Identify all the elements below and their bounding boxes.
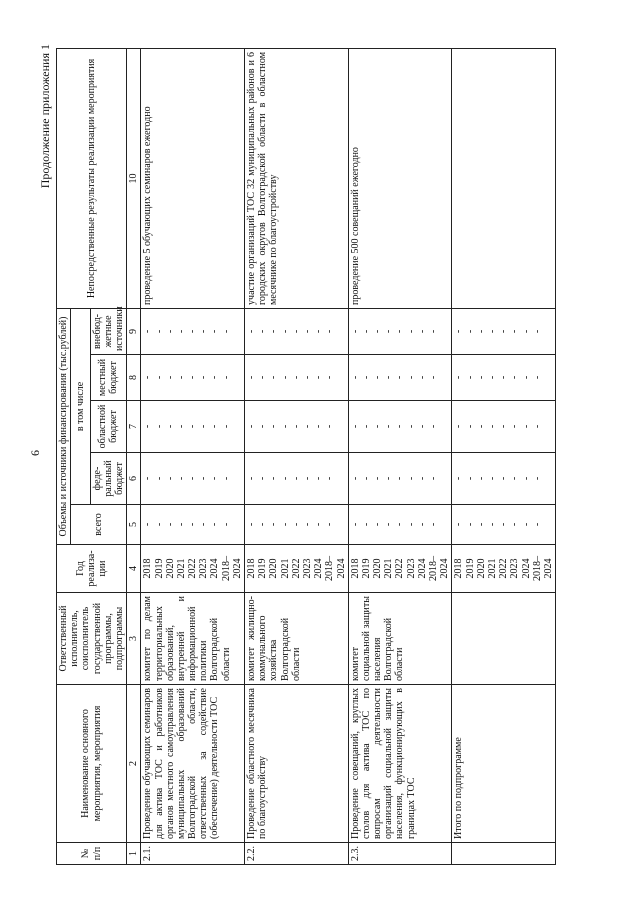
funding-value: - <box>360 476 372 481</box>
funding-value: - <box>246 375 257 380</box>
header-including: в том числе <box>71 308 90 504</box>
funding-value: - <box>220 476 232 481</box>
funding-value: - <box>153 375 165 380</box>
year-value: 2018–2024 <box>531 556 554 581</box>
col-num: 10 <box>127 48 141 308</box>
funding-value: - <box>520 375 532 380</box>
header-number: № п/п <box>57 843 127 865</box>
funding-value: - <box>349 424 361 429</box>
funding-value: - <box>324 424 336 429</box>
funding-value: - <box>486 522 498 527</box>
row-executor: комитет жилищно-коммунального хозяйства Волгоградской области <box>245 593 349 685</box>
col-num: 9 <box>127 308 141 354</box>
funding-value: - <box>175 476 187 481</box>
row-years <box>245 545 349 593</box>
year-value: 2018–2024 <box>220 556 243 581</box>
column-numbers-row <box>127 48 141 864</box>
year-value: 2020 <box>268 558 280 579</box>
funding-value: - <box>498 329 510 334</box>
row-name: Проведение областного месячника по благоустройству <box>245 685 349 843</box>
funding-value: - <box>383 476 395 481</box>
row-number: 2.1. <box>141 843 245 865</box>
funding-value: - <box>257 424 269 429</box>
funding-value: - <box>531 476 543 481</box>
year-value: 2022 <box>498 558 510 579</box>
row-years <box>141 545 245 593</box>
funding-value: - <box>187 424 199 429</box>
row-result <box>452 48 556 308</box>
funding-value: - <box>246 476 257 481</box>
year-value: 2021 <box>279 558 291 579</box>
col-num: 2 <box>127 685 141 843</box>
funding-value: - <box>301 522 313 527</box>
funding-value: - <box>453 424 465 429</box>
funding-value: - <box>486 424 498 429</box>
funding-value: - <box>475 375 487 380</box>
funding-value: - <box>394 476 406 481</box>
funding-value: - <box>209 424 221 429</box>
col-num: 4 <box>127 545 141 593</box>
funding-value: - <box>453 476 465 481</box>
header-local: местный бюджет <box>90 355 127 401</box>
year-value: 2018 <box>246 558 257 579</box>
funding-value: - <box>324 476 336 481</box>
funding-value: - <box>453 329 465 334</box>
funding-value: - <box>187 522 199 527</box>
header-results: Непосредственные результаты реализации мероприятия <box>57 48 127 308</box>
year-value: 2022 <box>290 558 302 579</box>
funding-value: - <box>349 329 361 334</box>
funding-value: - <box>198 375 210 380</box>
funding-cell <box>348 355 452 401</box>
funding-value: - <box>268 375 280 380</box>
col-num: 6 <box>127 453 141 505</box>
year-value: 2018–2024 <box>324 556 347 581</box>
funding-value: - <box>416 424 428 429</box>
funding-value: - <box>313 375 325 380</box>
funding-cell <box>348 505 452 545</box>
year-value: 2023 <box>509 558 521 579</box>
funding-cell <box>348 401 452 453</box>
header-regional: областной бюджет <box>90 401 127 453</box>
funding-cell <box>141 453 245 505</box>
continuation-label: Продолжение приложения 1 <box>38 44 52 189</box>
funding-value: - <box>301 375 313 380</box>
funding-value: - <box>257 329 269 334</box>
funding-value: - <box>531 424 543 429</box>
col-num: 8 <box>127 355 141 401</box>
header-extra: внебюд-жетные источники <box>90 308 127 354</box>
funding-value: - <box>453 375 465 380</box>
funding-value: - <box>372 329 384 334</box>
funding-cell <box>245 308 349 354</box>
funding-value: - <box>324 375 336 380</box>
funding-value: - <box>198 522 210 527</box>
funding-value: - <box>360 329 372 334</box>
funding-value: - <box>175 329 187 334</box>
col-num: 3 <box>127 593 141 685</box>
program-table <box>56 48 556 865</box>
funding-value: - <box>209 522 221 527</box>
funding-value: - <box>279 424 291 429</box>
funding-value: - <box>198 476 210 481</box>
funding-cell <box>452 401 556 453</box>
funding-value: - <box>360 522 372 527</box>
funding-value: - <box>486 329 498 334</box>
funding-value: - <box>405 375 417 380</box>
funding-value: - <box>349 375 361 380</box>
funding-value: - <box>498 424 510 429</box>
year-value: 2020 <box>475 558 487 579</box>
funding-cell <box>348 308 452 354</box>
funding-value: - <box>164 476 176 481</box>
funding-value: - <box>520 329 532 334</box>
row-name: Проведение обучающих семинаров для актива ТОС и работников органов местного самоуправления муниципальных образований Волгоградской области, ответственных за содействие (обеспечение) деятельности ТОС <box>141 685 245 843</box>
funding-value: - <box>279 522 291 527</box>
header-executor: Ответственный исполнитель, соисполнитель государственной программы, подпрограммы <box>57 593 127 685</box>
funding-cell <box>245 401 349 453</box>
year-value: 2018–2024 <box>428 556 451 581</box>
funding-value: - <box>520 522 532 527</box>
funding-value: - <box>372 375 384 380</box>
funding-value: - <box>383 375 395 380</box>
funding-cell <box>348 453 452 505</box>
col-num: 5 <box>127 505 141 545</box>
table-row <box>348 48 452 864</box>
funding-value: - <box>209 329 221 334</box>
funding-value: - <box>153 522 165 527</box>
funding-value: - <box>509 476 521 481</box>
funding-value: - <box>257 476 269 481</box>
funding-value: - <box>509 522 521 527</box>
funding-value: - <box>394 329 406 334</box>
funding-cell <box>452 308 556 354</box>
funding-value: - <box>279 375 291 380</box>
row-name: Проведение совещаний, круглых столов для актива ТОС по вопросам деятельности организаций социальной защиты населения, функционирующих в границах ТОС <box>348 685 452 843</box>
funding-value: - <box>279 329 291 334</box>
funding-value: - <box>475 329 487 334</box>
funding-value: - <box>220 329 232 334</box>
funding-value: - <box>209 375 221 380</box>
funding-value: - <box>349 522 361 527</box>
year-value: 2019 <box>153 558 165 579</box>
funding-value: - <box>416 375 428 380</box>
funding-value: - <box>164 375 176 380</box>
funding-value: - <box>198 329 210 334</box>
funding-value: - <box>290 375 302 380</box>
year-value: 2022 <box>187 558 199 579</box>
funding-value: - <box>175 522 187 527</box>
row-executor: комитет по делам территориальных образований, внутренней и информационной политики Волгоградской области <box>141 593 245 685</box>
funding-value: - <box>290 424 302 429</box>
funding-value: - <box>383 329 395 334</box>
funding-value: - <box>428 522 439 527</box>
funding-value: - <box>394 522 406 527</box>
funding-value: - <box>486 375 498 380</box>
funding-value: - <box>405 476 417 481</box>
funding-value: - <box>313 522 325 527</box>
funding-cell <box>452 505 556 545</box>
funding-value: - <box>153 329 165 334</box>
funding-value: - <box>142 375 154 380</box>
header-name: Наименование основного мероприятия, мероприятия <box>57 685 127 843</box>
funding-value: - <box>349 476 361 481</box>
row-result: участие организаций ТОС 32 муниципальных районов и 6 городских округов Волгоградской области в областном месячнике по благоустройству <box>245 48 349 308</box>
funding-value: - <box>175 375 187 380</box>
funding-value: - <box>394 424 406 429</box>
funding-cell <box>452 355 556 401</box>
year-value: 2024 <box>313 558 325 579</box>
funding-value: - <box>475 522 487 527</box>
funding-value: - <box>428 375 439 380</box>
funding-value: - <box>475 476 487 481</box>
row-result: проведение 500 совещаний ежегодно <box>348 48 452 308</box>
funding-value: - <box>464 329 476 334</box>
funding-value: - <box>383 424 395 429</box>
funding-value: - <box>372 424 384 429</box>
row-number: 2.3. <box>348 843 452 865</box>
year-value: 2018 <box>453 558 465 579</box>
funding-value: - <box>290 522 302 527</box>
funding-value: - <box>268 329 280 334</box>
funding-value: - <box>324 329 336 334</box>
funding-value: - <box>142 522 154 527</box>
row-executor <box>452 593 556 685</box>
year-value: 2019 <box>257 558 269 579</box>
col-num: 1 <box>127 843 141 865</box>
funding-value: - <box>246 424 257 429</box>
funding-value: - <box>428 329 439 334</box>
year-value: 2019 <box>464 558 476 579</box>
funding-value: - <box>220 375 232 380</box>
funding-value: - <box>498 522 510 527</box>
header-year: Год реализа-ции <box>57 545 127 593</box>
table-row <box>452 48 556 864</box>
funding-value: - <box>394 375 406 380</box>
funding-value: - <box>153 424 165 429</box>
funding-cell <box>245 505 349 545</box>
table-row <box>141 48 245 864</box>
funding-value: - <box>290 476 302 481</box>
year-value: 2023 <box>198 558 210 579</box>
year-value: 2024 <box>416 558 428 579</box>
year-value: 2024 <box>209 558 221 579</box>
funding-cell <box>245 355 349 401</box>
funding-value: - <box>198 424 210 429</box>
funding-value: - <box>372 522 384 527</box>
funding-value: - <box>187 375 199 380</box>
funding-value: - <box>509 375 521 380</box>
year-value: 2018 <box>349 558 361 579</box>
funding-value: - <box>142 424 154 429</box>
funding-value: - <box>268 522 280 527</box>
funding-value: - <box>313 329 325 334</box>
funding-value: - <box>220 522 232 527</box>
year-value: 2022 <box>394 558 406 579</box>
funding-value: - <box>360 375 372 380</box>
funding-cell <box>141 355 245 401</box>
funding-value: - <box>453 522 465 527</box>
funding-value: - <box>372 476 384 481</box>
row-executor: комитет социальной защиты населения Волгоградской области <box>348 593 452 685</box>
funding-value: - <box>405 522 417 527</box>
funding-value: - <box>301 329 313 334</box>
funding-value: - <box>475 424 487 429</box>
funding-value: - <box>383 522 395 527</box>
funding-value: - <box>405 329 417 334</box>
funding-value: - <box>279 476 291 481</box>
funding-cell <box>141 308 245 354</box>
funding-value: - <box>246 522 257 527</box>
funding-value: - <box>290 329 302 334</box>
funding-value: - <box>464 424 476 429</box>
funding-value: - <box>428 476 439 481</box>
header-total: всего <box>71 505 127 545</box>
funding-value: - <box>187 476 199 481</box>
funding-value: - <box>509 329 521 334</box>
funding-value: - <box>175 424 187 429</box>
funding-value: - <box>142 476 154 481</box>
year-value: 2023 <box>301 558 313 579</box>
funding-value: - <box>142 329 154 334</box>
funding-value: - <box>301 476 313 481</box>
funding-value: - <box>164 522 176 527</box>
funding-cell <box>141 401 245 453</box>
row-years <box>452 545 556 593</box>
year-value: 2023 <box>405 558 417 579</box>
year-value: 2021 <box>175 558 187 579</box>
year-value: 2019 <box>360 558 372 579</box>
funding-value: - <box>153 476 165 481</box>
funding-value: - <box>416 522 428 527</box>
year-value: 2020 <box>372 558 384 579</box>
funding-value: - <box>257 375 269 380</box>
funding-value: - <box>416 476 428 481</box>
funding-value: - <box>428 424 439 429</box>
funding-value: - <box>164 424 176 429</box>
funding-value: - <box>486 476 498 481</box>
row-number <box>452 843 556 865</box>
funding-value: - <box>498 375 510 380</box>
funding-cell <box>452 453 556 505</box>
funding-value: - <box>498 476 510 481</box>
funding-value: - <box>313 424 325 429</box>
funding-value: - <box>531 522 543 527</box>
funding-cell <box>141 505 245 545</box>
row-years <box>348 545 452 593</box>
funding-value: - <box>520 424 532 429</box>
funding-value: - <box>257 522 269 527</box>
funding-value: - <box>509 424 521 429</box>
funding-cell <box>245 453 349 505</box>
funding-value: - <box>531 329 543 334</box>
funding-value: - <box>268 476 280 481</box>
funding-value: - <box>416 329 428 334</box>
funding-value: - <box>520 476 532 481</box>
funding-value: - <box>268 424 280 429</box>
year-value: 2021 <box>383 558 395 579</box>
page-number: 6 <box>28 450 42 456</box>
funding-value: - <box>324 522 336 527</box>
funding-value: - <box>464 522 476 527</box>
row-result: проведение 5 обучающих семинаров ежегодно <box>141 48 245 308</box>
header-federal: феде-ральный бюджет <box>90 453 127 505</box>
table-row <box>245 48 349 864</box>
funding-value: - <box>313 476 325 481</box>
funding-value: - <box>531 375 543 380</box>
year-value: 2021 <box>486 558 498 579</box>
year-value: 2020 <box>164 558 176 579</box>
year-value: 2024 <box>520 558 532 579</box>
row-name: Итого по подпрограмме <box>452 685 556 843</box>
funding-value: - <box>220 424 232 429</box>
funding-value: - <box>164 329 176 334</box>
funding-value: - <box>360 424 372 429</box>
col-num: 7 <box>127 401 141 453</box>
funding-value: - <box>464 476 476 481</box>
funding-value: - <box>246 329 257 334</box>
year-value: 2018 <box>142 558 154 579</box>
funding-value: - <box>405 424 417 429</box>
funding-value: - <box>209 476 221 481</box>
funding-value: - <box>301 424 313 429</box>
header-funding: Объемы и источники финансирования (тыс.рублей) <box>57 308 71 544</box>
funding-value: - <box>187 329 199 334</box>
row-number: 2.2. <box>245 843 349 865</box>
funding-value: - <box>464 375 476 380</box>
